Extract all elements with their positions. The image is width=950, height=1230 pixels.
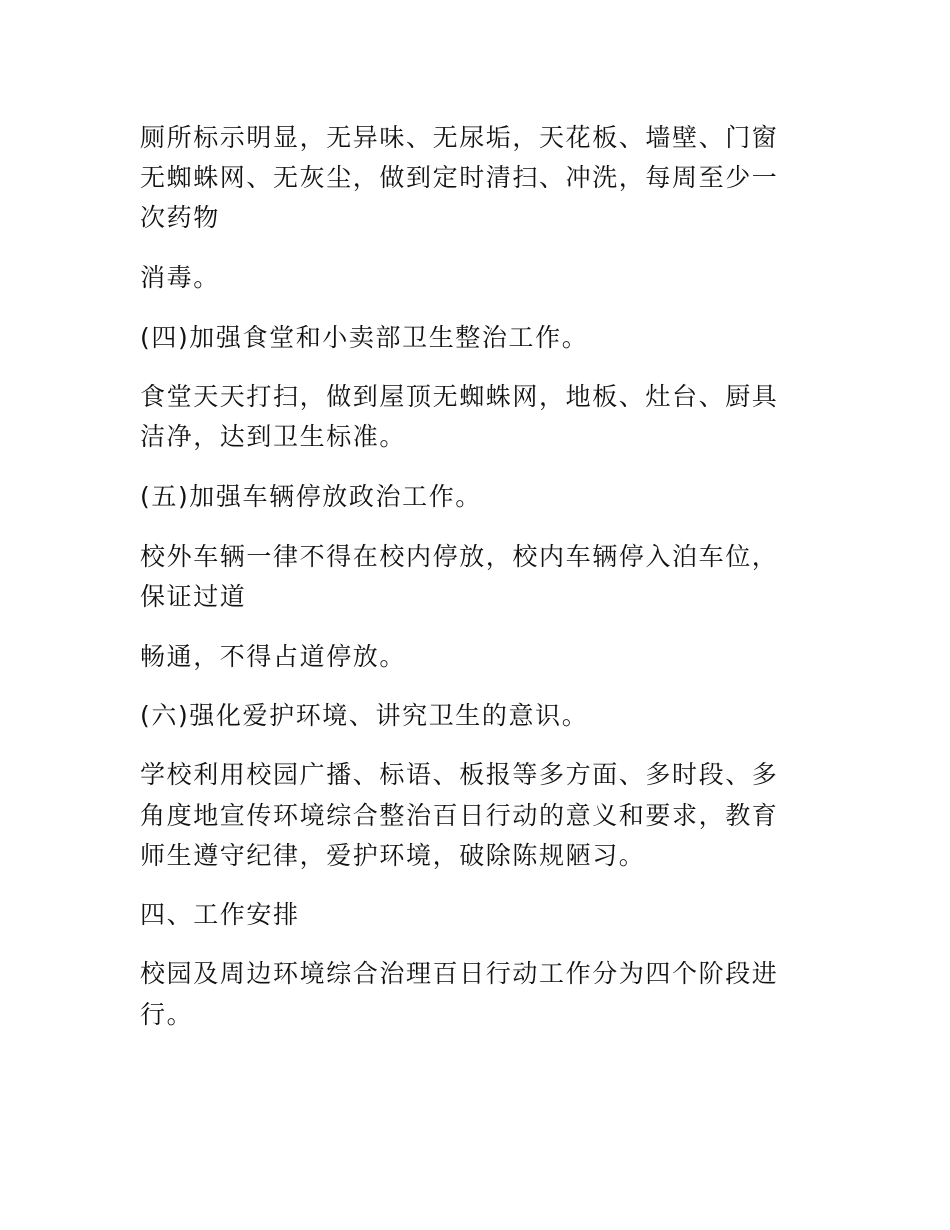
text-line: 畅通，不得占道停放。: [140, 642, 407, 671]
section-heading: (六)强化爱护环境、讲究卫生的意识。: [140, 701, 589, 730]
text-line: 师生遵守纪律，爱护环境，破除陈规陋习。: [140, 841, 646, 870]
text-line: 校园及周边环境综合治理百日行动工作分为四个阶段进: [140, 959, 779, 988]
text-line: 校外车辆一律不得在校内停放，校内车辆停入泊车位，: [140, 542, 779, 571]
text-line: 次药物: [140, 203, 220, 232]
text-line: 学校利用校园广播、标语、板报等多方面、多时段、多: [140, 760, 779, 789]
section-heading: 四、工作安排: [140, 900, 300, 929]
section-heading: (四)加强食堂和小卖部卫生整治工作。: [140, 323, 589, 352]
text-line: 洁净，达到卫生标准。: [140, 422, 407, 451]
text-line: 厕所标示明显，无异味、无尿垢，天花板、墙壁、门窗: [140, 123, 779, 152]
text-line: 行。: [140, 1000, 194, 1029]
text-line: 消毒。: [140, 263, 220, 292]
text-line: 角度地宣传环境综合整治百日行动的意义和要求，教育: [140, 801, 779, 830]
text-line: 食堂天天打扫，做到屋顶无蜘蛛网，地板、灶台、厨具: [140, 382, 779, 411]
text-line: 保证过道: [140, 582, 247, 611]
text-line: 无蜘蛛网、无灰尘，做到定时清扫、冲洗，每周至少一: [140, 163, 779, 192]
section-heading: (五)加强车辆停放政治工作。: [140, 482, 482, 511]
